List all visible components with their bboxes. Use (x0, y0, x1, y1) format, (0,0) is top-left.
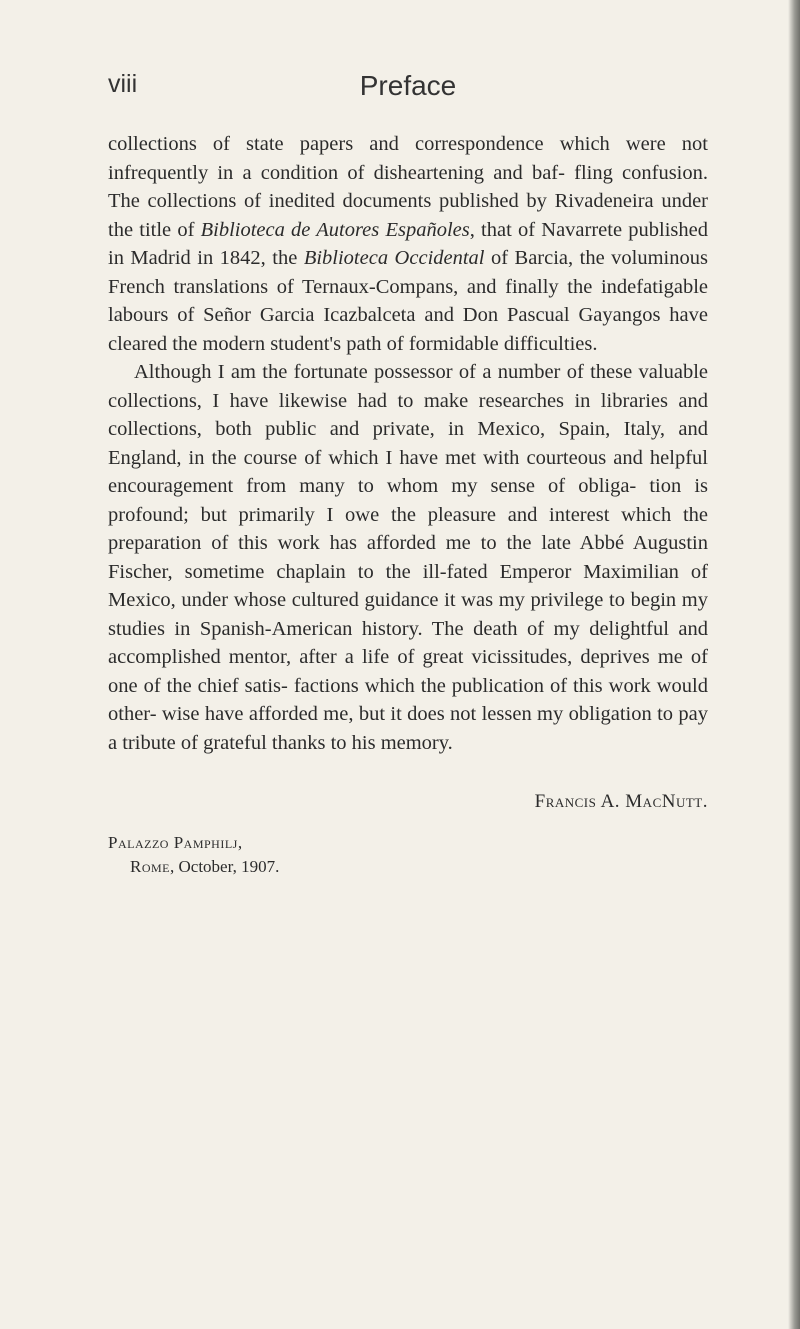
running-head: Preface (359, 70, 457, 101)
page-edge-shadow (788, 0, 800, 1329)
author-signature: Francis A. MacNutt. (534, 791, 708, 812)
dateline (108, 831, 508, 879)
p1-text-b: , that of Navarrete published in Madrid in 1842, the (108, 218, 708, 269)
dateline-date: , October, 1907. (170, 857, 280, 876)
paragraph-1 (108, 130, 708, 358)
body-text (108, 130, 708, 757)
p1-italic-title-1: Biblioteca de Autores Españoles (200, 218, 470, 241)
page-number: viii (108, 70, 138, 98)
page-header (108, 70, 708, 120)
p1-italic-title-2: Biblioteca Occidental (303, 247, 485, 269)
paragraph-2: Although I am the fortunate possessor of a number of these valuable collections, I have likewise had to make researches in libraries and collections, both public and private, in Mexico, Spain, Italy, and England, in the course of which I have met with courteous and helpful encouragement from many to whom my sense of obliga- tion is profound; but primarily I owe the pleasure and interest which the preparation of this work has afforded me to the late Abbé Augustin Fischer, sometime chaplain to the ill-fated Emperor Maximilian of Mexico, under whose cultured guidance it was my privilege to begin my studies in Spanish-American history. The death of my delightful and accomplished mentor, after a life of great vicissitudes, deprives me of one of the chief satis- factions which the publication of this work would other- wise have afforded me, but it does not lessen my obligation to pay a tribute of grateful thanks to his memory. (108, 361, 708, 754)
dateline-line-2 (108, 855, 508, 879)
p1-text-c: of Barcia, the voluminous French translations of Ternaux-Compans, and finally the indefatigable labours of Señor Garcia Icazbalceta and Don Pascual Gayangos have cleared the modern student's path of formidable difficulties. (108, 247, 708, 355)
dateline-city: Rome (130, 857, 171, 876)
dateline-place: Palazzo Pamphilj, (108, 833, 243, 852)
p1-text-a: collections of state papers and correspondence which were not infrequently in a condition of disheartening and baf- fling confusion. The collections of inedited documents published by Rivadeneira under the title of (108, 133, 708, 241)
